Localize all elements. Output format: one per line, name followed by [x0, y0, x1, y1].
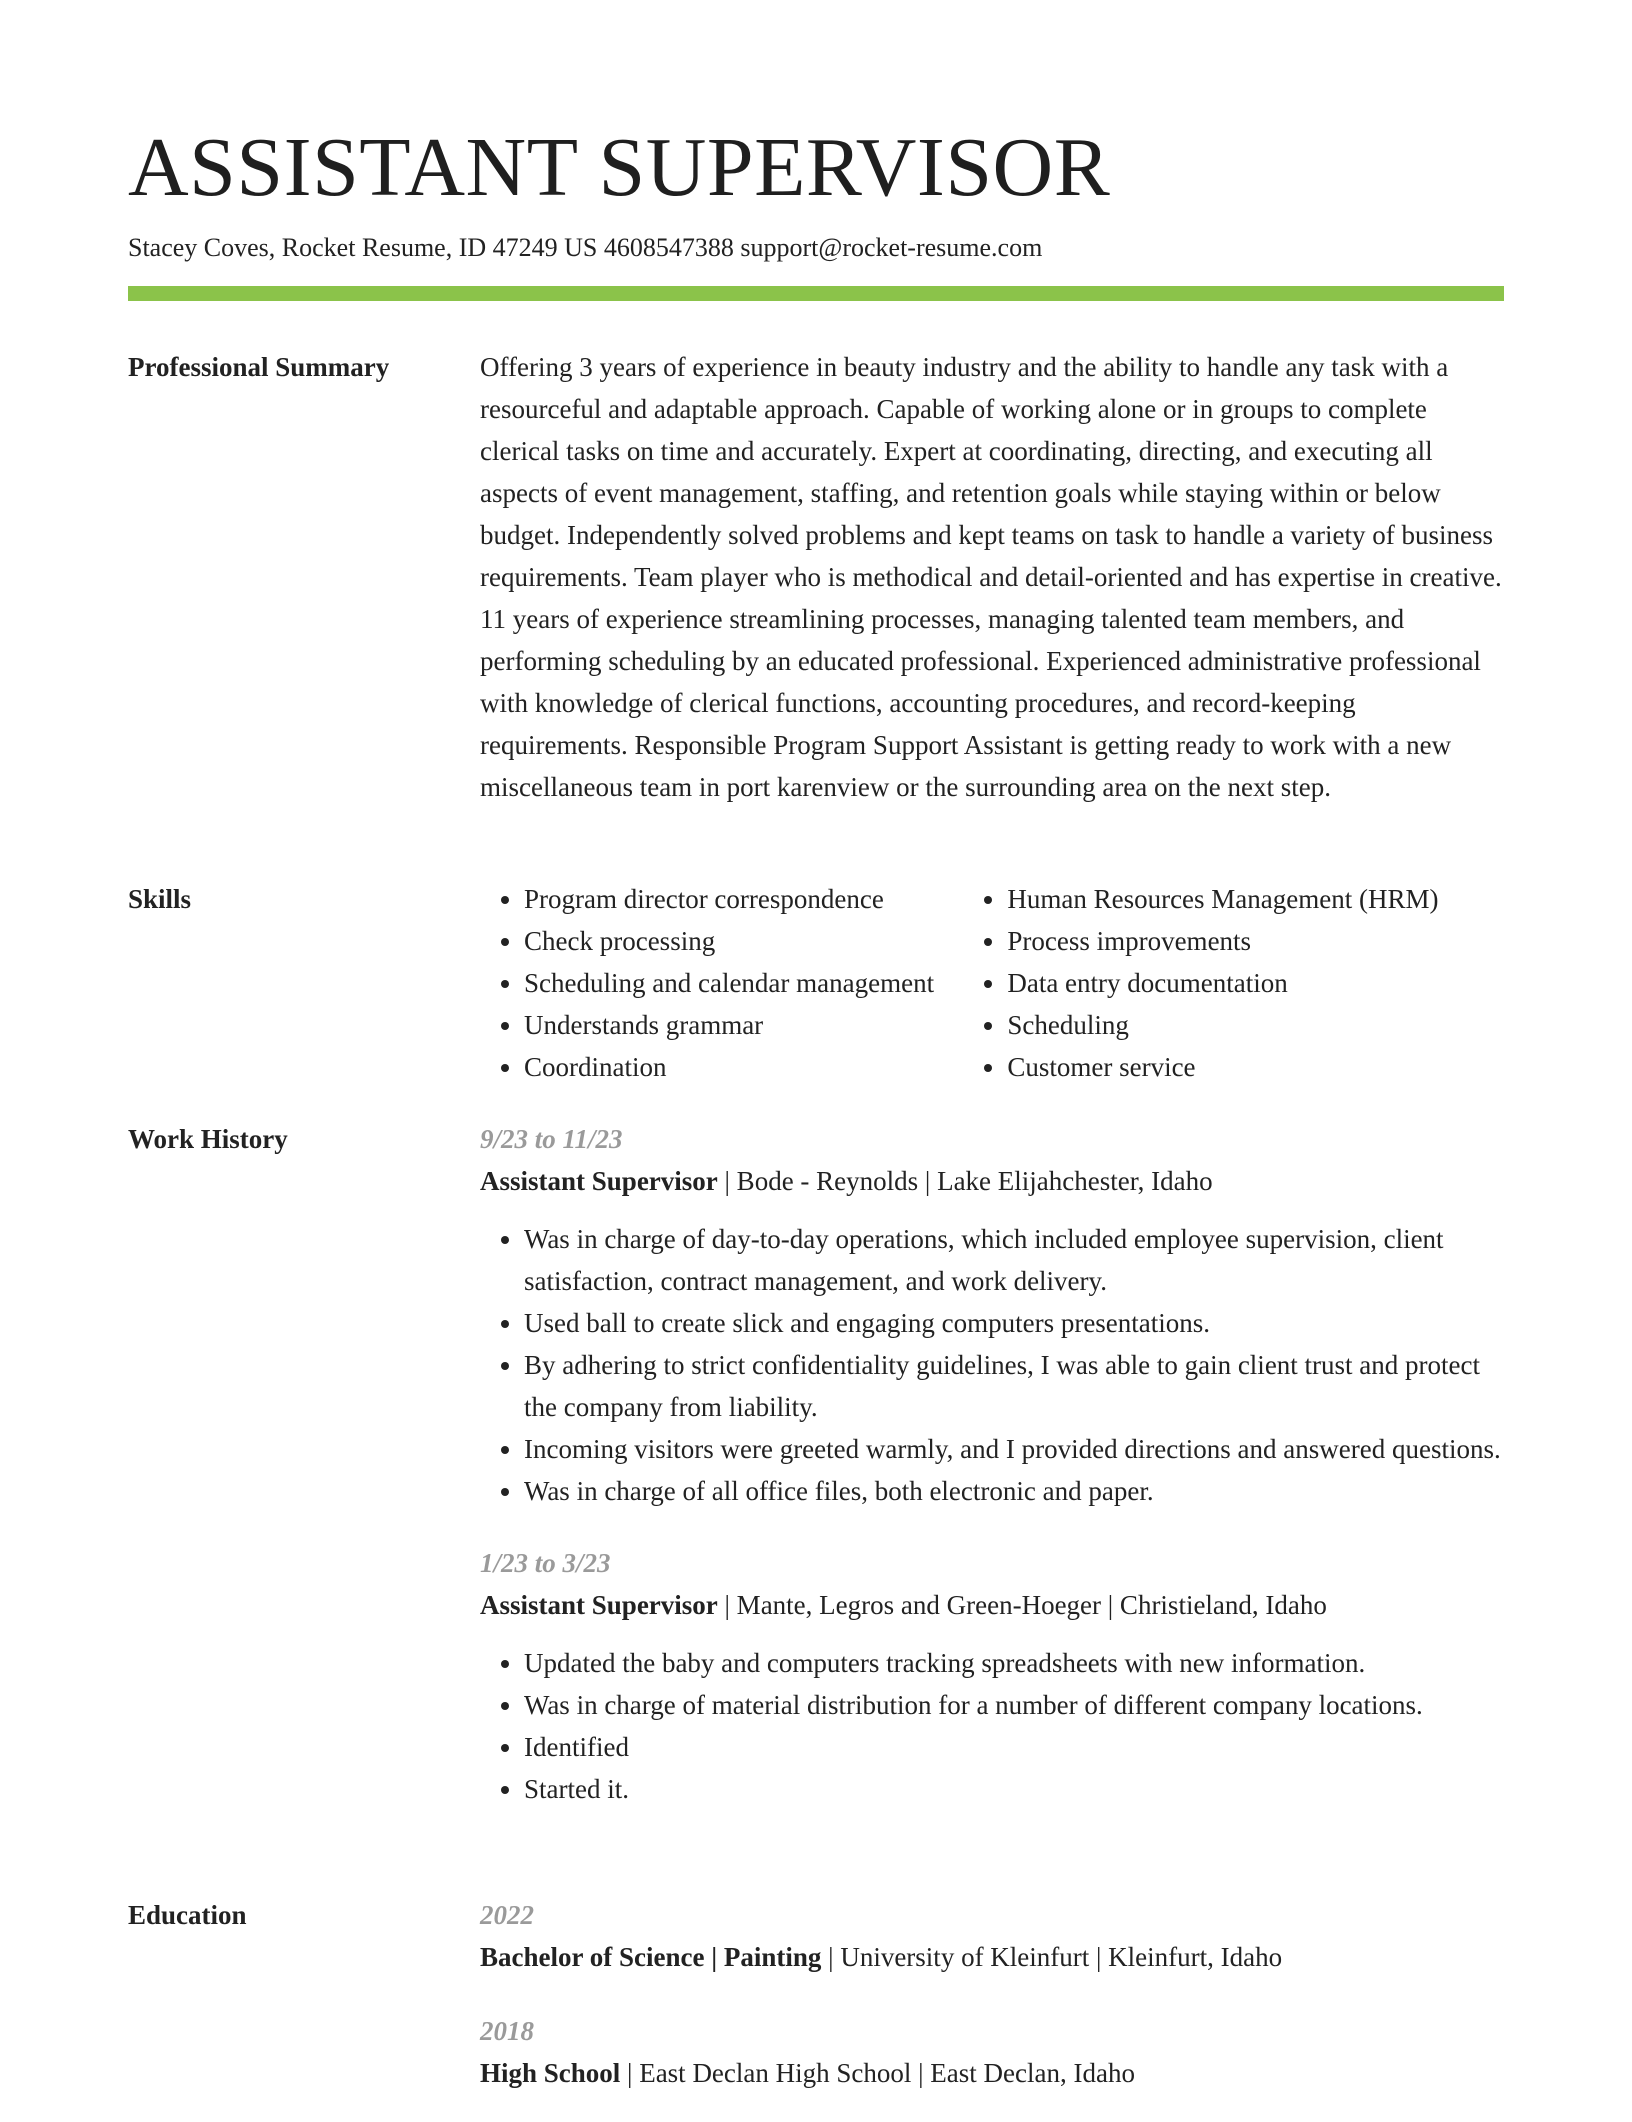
- education-date: 2022: [480, 1900, 534, 1930]
- education-date: 2018: [480, 2016, 534, 2046]
- summary-text: Offering 3 years of experience in beauty industry and the ability to handle any task with a resourceful and adaptable approach. Capable of working alone or in groups to complete clerical tasks on time and accurately. Expert at coordinating, directing, and executing all aspects of event management, staffing, and retention goals while staying within or below budget. Independently solved problems and kept teams on task to handle a variety of business requirements. Team player who is methodical and detail-oriented and has expertise in creative. 11 years of experience streamlining processes, managing talented team members, and performing scheduling by an educated professional. Experienced administrative professional with knowledge of clerical functions, accounting procedures, and record-keeping requirements. Responsible Program Support Assistant is getting ready to work with a new miscellaneous team in port karenview or the surrounding area on the next step.: [480, 352, 1502, 802]
- resume-name: ASSISTANT SUPERVISOR: [128, 121, 1111, 214]
- job-date: 9/23 to 11/23: [480, 1124, 623, 1154]
- education-entry: [480, 1894, 1504, 1978]
- job-bullet: • Started it.: [524, 1768, 1504, 1810]
- skill-item: • Process improvements: [1007, 920, 1504, 962]
- skills-list-left: [480, 878, 963, 1088]
- section-label: Skills: [128, 884, 192, 914]
- job-bullet: • Identified: [524, 1726, 1504, 1768]
- job-title: Assistant Supervisor: [480, 1590, 718, 1620]
- job-title: Assistant Supervisor: [480, 1166, 718, 1196]
- education-details: | East Declan High School | East Declan, Idaho: [620, 2058, 1135, 2088]
- skill-item: • Coordination: [524, 1046, 963, 1088]
- job-bullets: [480, 1642, 1504, 1810]
- section-label: Professional Summary: [128, 352, 390, 382]
- skill-item: • Check processing: [524, 920, 963, 962]
- skill-item: • Scheduling: [1007, 1004, 1504, 1046]
- job-bullet: • Used ball to create slick and engaging computers presentations.: [524, 1302, 1504, 1344]
- job-bullet: • Updated the baby and computers tracking spreadsheets with new information.: [524, 1642, 1504, 1684]
- education-degree: Bachelor of Science | Painting: [480, 1942, 822, 1972]
- job-date: 1/23 to 3/23: [480, 1548, 611, 1578]
- job-bullet: • By adhering to strict confidentiality guidelines, I was able to gain client trust and protect the company from liability.: [524, 1344, 1504, 1428]
- job-entry: [480, 1118, 1504, 1512]
- education-line: [480, 2052, 1504, 2094]
- job-bullet: • Incoming visitors were greeted warmly, and I provided directions and answered questions.: [524, 1428, 1504, 1470]
- skill-item: • Understands grammar: [524, 1004, 963, 1046]
- job-details: | Bode - Reynolds | Lake Elijahchester, Idaho: [717, 1166, 1213, 1196]
- skill-item: • Data entry documentation: [1007, 962, 1504, 1004]
- education-entry: [480, 2010, 1504, 2094]
- section-label: Education: [128, 1900, 247, 1930]
- skill-item: • Program director correspondence: [524, 878, 963, 920]
- education-line: [480, 1936, 1504, 1978]
- skill-item: • Customer service: [1007, 1046, 1504, 1088]
- job-bullets: [480, 1218, 1504, 1512]
- job-bullet: • Was in charge of material distribution for a number of different company locations.: [524, 1684, 1504, 1726]
- skills-list-right: [963, 878, 1504, 1088]
- contact-line: Stacey Coves, Rocket Resume, ID 47249 US 4608547388 support@rocket-resume.com: [128, 233, 1043, 262]
- accent-divider: [128, 286, 1504, 301]
- skill-item: • Human Resources Management (HRM): [1007, 878, 1504, 920]
- skill-item: • Scheduling and calendar management: [524, 962, 963, 1004]
- education-degree: High School: [480, 2058, 621, 2088]
- job-bullet: • Was in charge of day-to-day operations, which included employee supervision, client satisfaction, contract management, and work delivery.: [524, 1218, 1504, 1302]
- job-title-line: [480, 1584, 1504, 1626]
- education-details: | University of Kleinfurt | Kleinfurt, Idaho: [821, 1942, 1283, 1972]
- section-label: Work History: [128, 1124, 288, 1154]
- job-details: | Mante, Legros and Green-Hoeger | Christieland, Idaho: [717, 1590, 1327, 1620]
- job-title-line: [480, 1160, 1504, 1202]
- job-bullet: • Was in charge of all office files, both electronic and paper.: [524, 1470, 1504, 1512]
- job-entry: [480, 1542, 1504, 1810]
